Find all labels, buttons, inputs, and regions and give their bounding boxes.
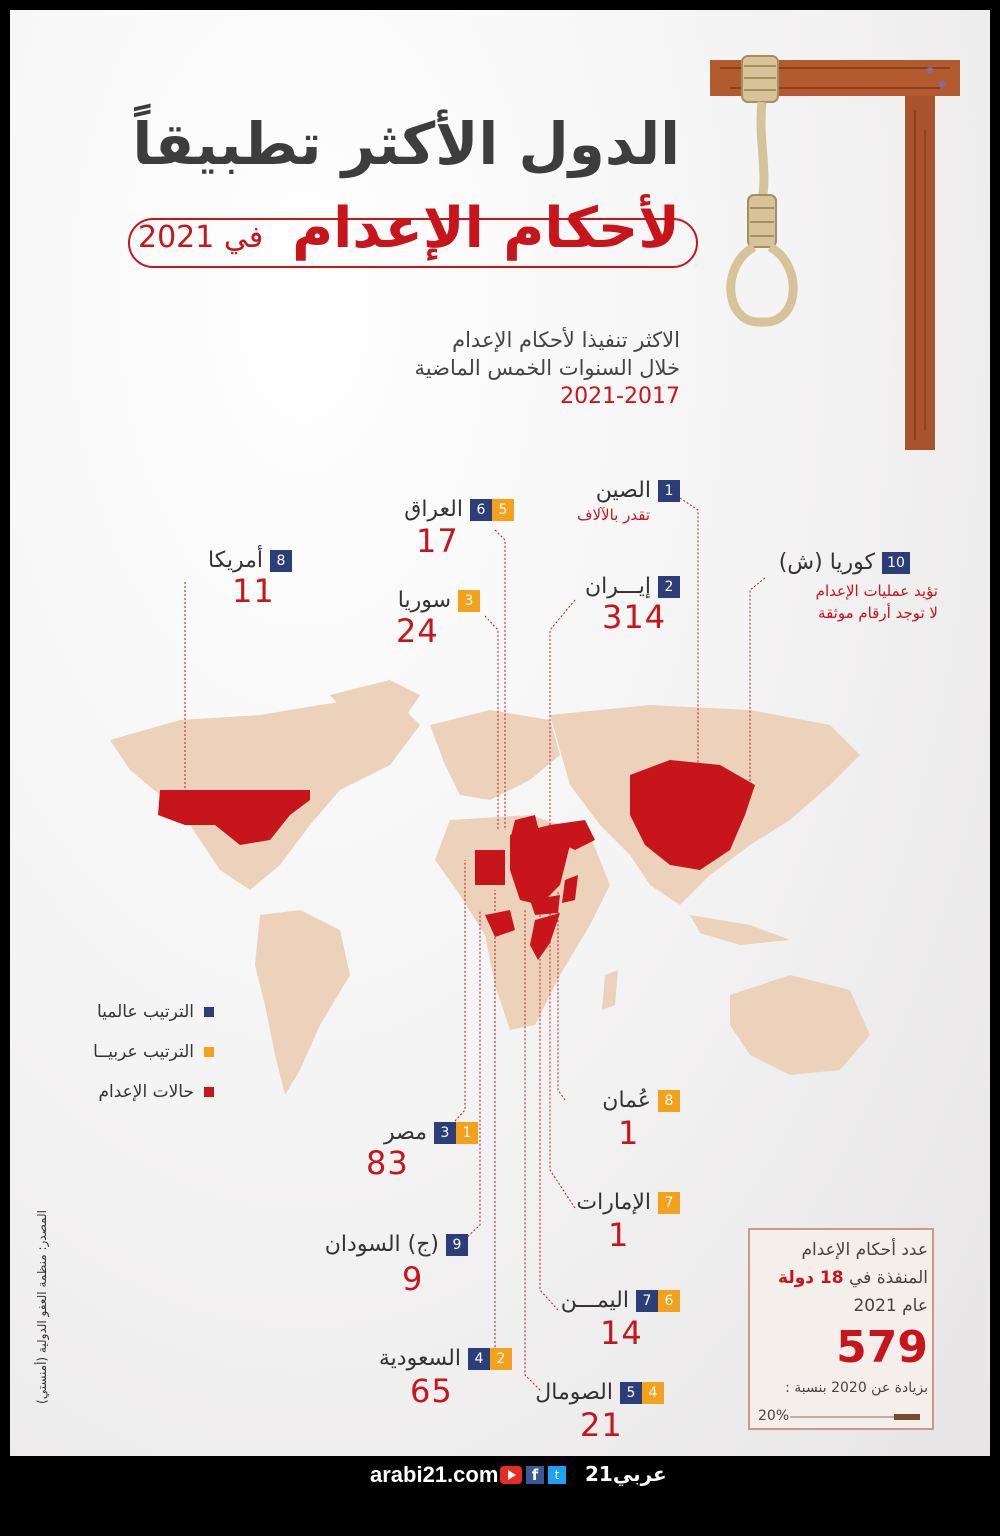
egypt-name: مصر	[383, 1120, 427, 1145]
legend-cases: حالات الإعدام	[98, 1082, 214, 1102]
usa-name: أمريكا	[207, 548, 263, 573]
twitter-icon[interactable]: t	[548, 1466, 566, 1484]
subtitle-years: 2021-2017	[560, 384, 680, 409]
country-sudan-label	[325, 1232, 468, 1257]
uae-name: الإمارات	[576, 1190, 651, 1215]
legend-arab-rank: الترتيب عربيــا	[93, 1042, 214, 1062]
infographic	[10, 10, 990, 1496]
country-uae-label	[576, 1190, 680, 1215]
subtitle-line2: خلال السنوات الخمس الماضية	[414, 356, 680, 380]
somalia-value: 21	[580, 1406, 623, 1444]
somalia-arab-rank: 4	[642, 1382, 664, 1404]
iran-world-rank: 2	[658, 576, 680, 598]
summary-total: 579	[836, 1322, 928, 1373]
iran-value: 314	[602, 598, 667, 636]
country-iran-label	[585, 574, 680, 599]
yemen-value: 14	[600, 1314, 643, 1352]
facebook-icon[interactable]: f	[526, 1466, 544, 1484]
summary-increase-bar	[894, 1414, 920, 1420]
summary-line3: عام 2021	[853, 1296, 928, 1316]
somalia-header	[535, 1380, 664, 1405]
country-oman-label	[602, 1088, 680, 1113]
uae-value: 1	[608, 1216, 630, 1254]
syria-value: 24	[396, 612, 439, 650]
country-china-label	[596, 478, 680, 503]
summary-increase-value: 20%	[758, 1408, 790, 1424]
country-syria-label	[398, 588, 480, 613]
subtitle-line1: الاكثر تنفيذا لأحكام الإعدام	[452, 328, 680, 352]
country-yemen-label	[561, 1288, 680, 1313]
china-world-rank: 1	[658, 480, 680, 502]
summary-line1: عدد أحكام الإعدام	[801, 1240, 928, 1260]
sudan-name: (ج) السودان	[324, 1232, 439, 1257]
nkorea-world-rank: 10	[882, 552, 910, 574]
nkorea-note-line1: تؤيد عمليات الإعدام	[815, 582, 938, 600]
youtube-icon[interactable]	[500, 1466, 522, 1484]
legend-orange-swatch	[204, 1047, 214, 1057]
country-nkorea-label	[779, 550, 910, 575]
saudi-name: السعودية	[378, 1346, 461, 1371]
footer-brand: عربي21	[585, 1462, 667, 1486]
iraq-name: العراق	[404, 497, 463, 522]
country-usa-label	[208, 548, 292, 573]
saudi-arab-rank: 2	[490, 1348, 512, 1370]
uae-arab-rank: 7	[658, 1192, 680, 1214]
title-line2: لأحكام الإعدام	[292, 196, 680, 261]
oman-arab-rank: 8	[658, 1090, 680, 1112]
summary-countries-count: 18 دولة	[778, 1268, 844, 1288]
oman-name: عُمان	[602, 1088, 651, 1113]
usa-world-rank: 8	[270, 550, 292, 572]
oman-value: 1	[618, 1114, 640, 1152]
yemen-arab-rank: 6	[658, 1290, 680, 1312]
summary-increase-label: بزيادة عن 2020 بنسبة :	[785, 1380, 928, 1396]
legend-world-rank: الترتيب عالميا	[97, 1002, 214, 1022]
legend-red-swatch	[204, 1087, 214, 1097]
syria-arab-rank: 3	[458, 590, 480, 612]
iraq-world-rank: 6	[470, 499, 492, 521]
saudi-world-rank: 4	[468, 1348, 490, 1370]
saudi-header	[379, 1346, 512, 1371]
iran-name: إيـــران	[585, 574, 651, 599]
title-line1: الدول الأكثر تطبيقاً	[132, 110, 680, 178]
iraq-value: 17	[416, 522, 459, 560]
somalia-name: الصومال	[535, 1380, 613, 1405]
sudan-value: 9	[402, 1260, 424, 1298]
summary-line2: المنفذة في 18 دولة	[778, 1268, 928, 1288]
source-text: المصدر: منظمة العفو الدولية (أمنستي)	[35, 1210, 49, 1404]
iraq-arab-rank: 5	[492, 499, 514, 521]
nkorea-note-line2: لا توجد أرقام موثقة	[818, 604, 938, 622]
title-year: في 2021	[138, 220, 264, 255]
sudan-world-rank: 9	[446, 1234, 468, 1256]
syria-name: سوريا	[397, 588, 451, 613]
yemen-world-rank: 7	[636, 1290, 658, 1312]
country-iraq-label	[404, 497, 514, 522]
country-egypt-label	[384, 1120, 478, 1145]
footer-site[interactable]: arabi21.com	[370, 1462, 499, 1487]
nkorea-name: كوريا (ش)	[778, 550, 875, 575]
egypt-arab-rank: 1	[456, 1122, 478, 1144]
china-name: الصين	[595, 478, 651, 503]
china-note: تقدر بالآلاف	[576, 506, 650, 524]
somalia-world-rank: 5	[620, 1382, 642, 1404]
saudi-value: 65	[410, 1372, 453, 1410]
egypt-value: 83	[366, 1144, 409, 1182]
usa-value: 11	[232, 572, 275, 610]
egypt-world-rank: 3	[434, 1122, 456, 1144]
legend-blue-swatch	[204, 1007, 214, 1017]
yemen-name: اليمـــن	[560, 1288, 629, 1313]
